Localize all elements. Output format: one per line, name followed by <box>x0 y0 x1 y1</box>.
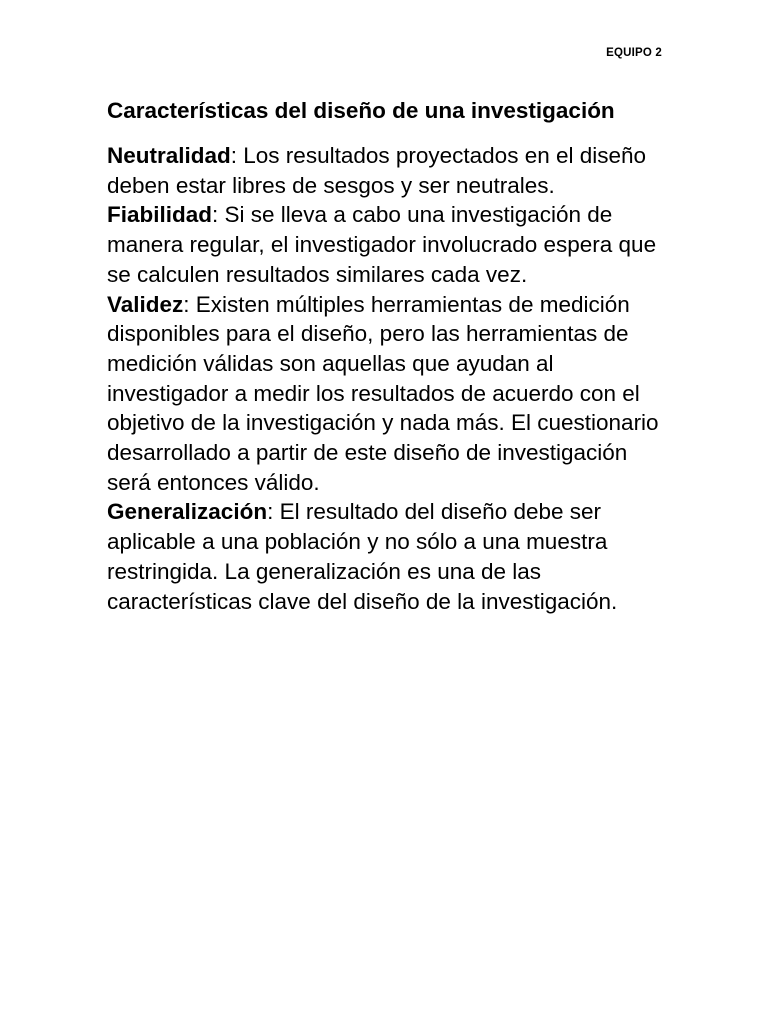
section-fiabilidad <box>107 200 667 289</box>
page-header-label: EQUIPO 2 <box>606 47 662 59</box>
section-term: Fiabilidad <box>107 202 213 228</box>
section-text: : El resultado del diseño debe ser aplicable a una población y no sólo a una muestra restringida. La generalización es una de las características clave del diseño de la investigación. <box>107 499 618 614</box>
document-title: Características del diseño de una investigación <box>107 98 615 123</box>
section-text: : Si se lleva a cabo una investigación de manera regular, el investigador involucrado espera que se calculen resultados similares cada vez. <box>107 202 657 287</box>
section-validez <box>107 290 667 498</box>
section-term: Validez <box>107 291 184 317</box>
sections-container <box>107 141 667 616</box>
section-generalizacion <box>107 497 667 616</box>
section-neutralidad <box>107 141 667 200</box>
section-text: : Los resultados proyectados en el diseño deben estar libres de sesgos y ser neutrales. <box>107 143 647 198</box>
section-text: : Existen múltiples herramientas de medición disponibles para el diseño, pero las herramientas de medición válidas son aquellas que ayudan al investigador a medir los resultados de acuerdo con el objetivo de la investigación y nada más. El cuestionario desarrollado a partir de este diseño de investigación será entonces válido. <box>107 291 659 495</box>
section-term: Generalización <box>107 499 268 525</box>
section-term: Neutralidad <box>107 143 231 168</box>
document-body <box>107 96 667 616</box>
